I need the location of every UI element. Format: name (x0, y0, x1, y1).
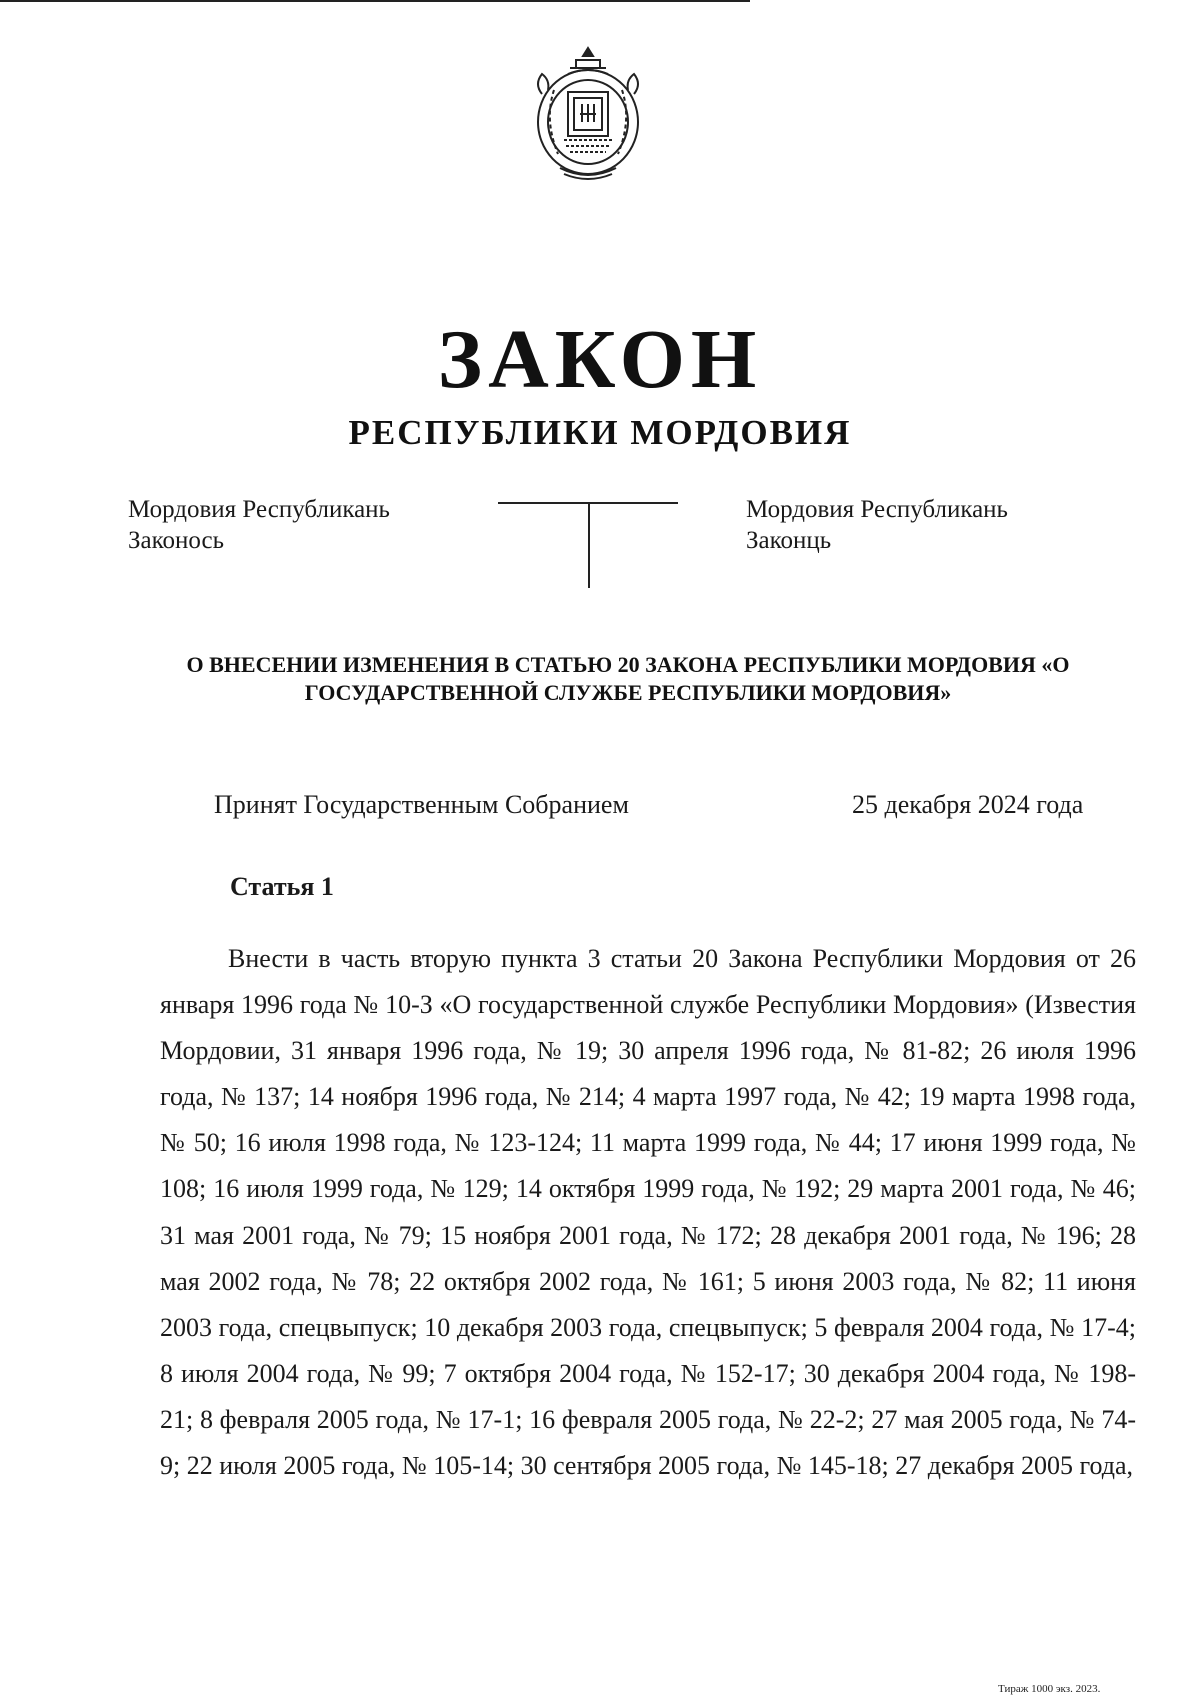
article-body: Внести в часть вторую пункта 3 статьи 20 Закона Республики Мордовия от 26 января 1996 года № 10-З «О государственной службе Республики Мордовия» (Известия Мордовии, 31 января 1996 года, № 19; 30 апреля 1996 года, № 81-82; 26 июля 1996 года, № 137; 14 ноября 1996 года, № 214; 4 марта 1997 года, № 42; 19 марта 1998 года, № 50; 16 июля 1998 года, № 123-124; 11 марта 1999 года, № 44; 17 июня 1999 года, № 108; 16 июля 1999 года, № 129; 14 октября 1999 года, № 192; 29 марта 2001 года, № 46; 31 мая 2001 года, № 79; 15 ноября 2001 года, № 172; 28 декабря 2001 года, № 196; 28 мая 2002 года, № 78; 22 октября 2002 года, № 161; 5 июня 2003 года, № 82; 11 июня 2003 года, спецвыпуск; 10 декабря 2003 года, спецвыпуск; 5 февраля 2004 года, № 17-4; 8 июля 2004 года, № 99; 7 октября 2004 года, № 152-17; 30 декабря 2004 года, № 198-21; 8 февраля 2005 года, № 17-1; 16 февраля 2005 года, № 22-2; 27 мая 2005 года, № 74-9; 22 июля 2005 года, № 105-14; 30 сентября 2005 года, № 145-18; 27 декабря 2005 года, (160, 944, 1136, 1481)
law-heading: О ВНЕСЕНИИ ИЗМЕНЕНИЯ В СТАТЬЮ 20 ЗАКОНА РЕСПУБЛИКИ МОРДОВИЯ «О ГОСУДАРСТВЕННОЙ СЛУЖБЕ РЕСПУБЛИКИ МОРДОВИЯ» (186, 652, 1070, 705)
document-title: ЗАКОН (437, 313, 763, 406)
erzya-title: Мордовия Республикань Законць (746, 496, 1008, 554)
top-rule (0, 0, 750, 2)
print-run-note: Тираж 1000 экз. 2023. (998, 1683, 1101, 1695)
adopted-by: Принят Государственным Собранием (214, 790, 629, 819)
moksha-title: Мордовия Республикань Законось (128, 496, 390, 554)
coat-of-arms-icon (524, 44, 652, 184)
divider-vertical (588, 502, 590, 588)
article-title: Статья 1 (230, 872, 334, 901)
document-subtitle: РЕСПУБЛИКИ МОРДОВИЯ (348, 413, 852, 452)
adopted-date: 25 декабря 2024 года (852, 790, 1084, 819)
